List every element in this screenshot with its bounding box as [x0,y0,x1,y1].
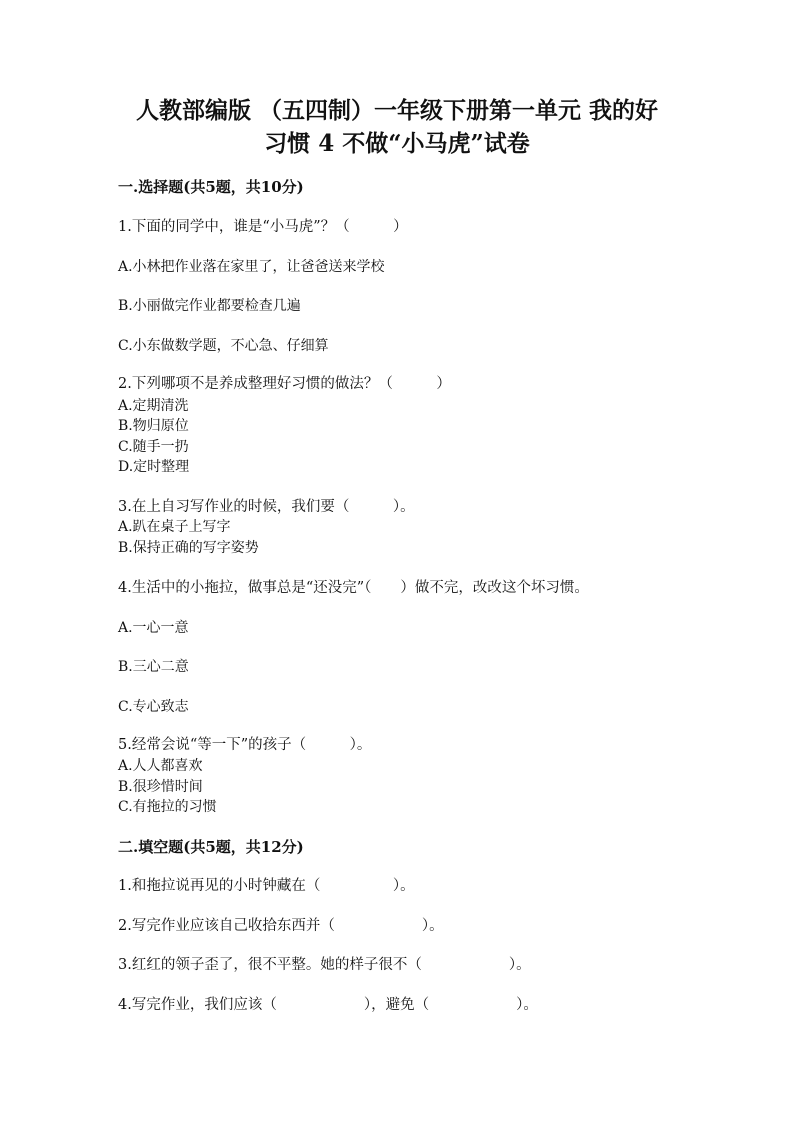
question-4-option-b: B.三心二意 [118,659,189,675]
question-1-option-b: B.小丽做完作业都要检查几遍 [118,298,301,314]
fill-blank-item-1: 1.和拖拉说再见的小时钟藏在（ ）。 [118,878,415,894]
fill-blank-item-2: 2.写完作业应该自己收拾东西并（ ）。 [118,918,444,934]
document-title-line-2: 习惯 4 不做“小马虎”试卷 [264,130,530,157]
question-5-option-c: C.有拖拉的习惯 [118,799,217,815]
question-1-option-c: C.小东做数学题，不心急、仔细算 [118,338,329,354]
question-2-option-d: D.定时整理 [118,459,190,475]
question-3-option-b: B.保持正确的写字姿势 [118,540,259,556]
question-2-option-c: C.随手一扔 [118,439,189,455]
question-2-option-b: B.物归原位 [118,418,189,434]
question-2-option-a: A.定期清洗 [118,398,189,414]
section-heading-fill-in-blank: 二.填空题(共5题，共12分) [118,838,304,856]
question-3-option-a: A.趴在桌子上写字 [118,519,231,535]
question-5-stem: 5.经常会说“等一下”的孩子（ ）。 [118,737,372,753]
fill-blank-item-3: 3.红红的领子歪了，很不平整。她的样子很不（ ）。 [118,957,531,973]
question-5-option-a: A.人人都喜欢 [118,758,203,774]
question-4-option-c: C.专心致志 [118,699,189,715]
section-heading-multiple-choice: 一.选择题(共5题，共10分) [118,178,304,196]
question-4-option-a: A.一心一意 [118,620,189,636]
fill-blank-item-4: 4.写完作业，我们应该（ ），避免（ ）。 [118,997,538,1013]
question-3-stem: 3.在上自习写作业的时候，我们要（ ）。 [118,499,415,515]
document-title-line-1: 人教部编版 （五四制）一年级下册第一单元 我的好 [135,97,658,124]
question-1-stem: 1.下面的同学中，谁是“小马虎”？（ ） [118,219,408,235]
question-5-option-b: B.很珍惜时间 [118,779,203,795]
question-1-option-a: A.小林把作业落在家里了，让爸爸送来学校 [118,259,385,275]
question-2-stem: 2.下列哪项不是养成整理好习惯的做法？（ ） [118,376,451,392]
question-4-stem: 4.生活中的小拖拉，做事总是“还没完”（ ）做不完，改改这个坏习惯。 [118,580,589,596]
